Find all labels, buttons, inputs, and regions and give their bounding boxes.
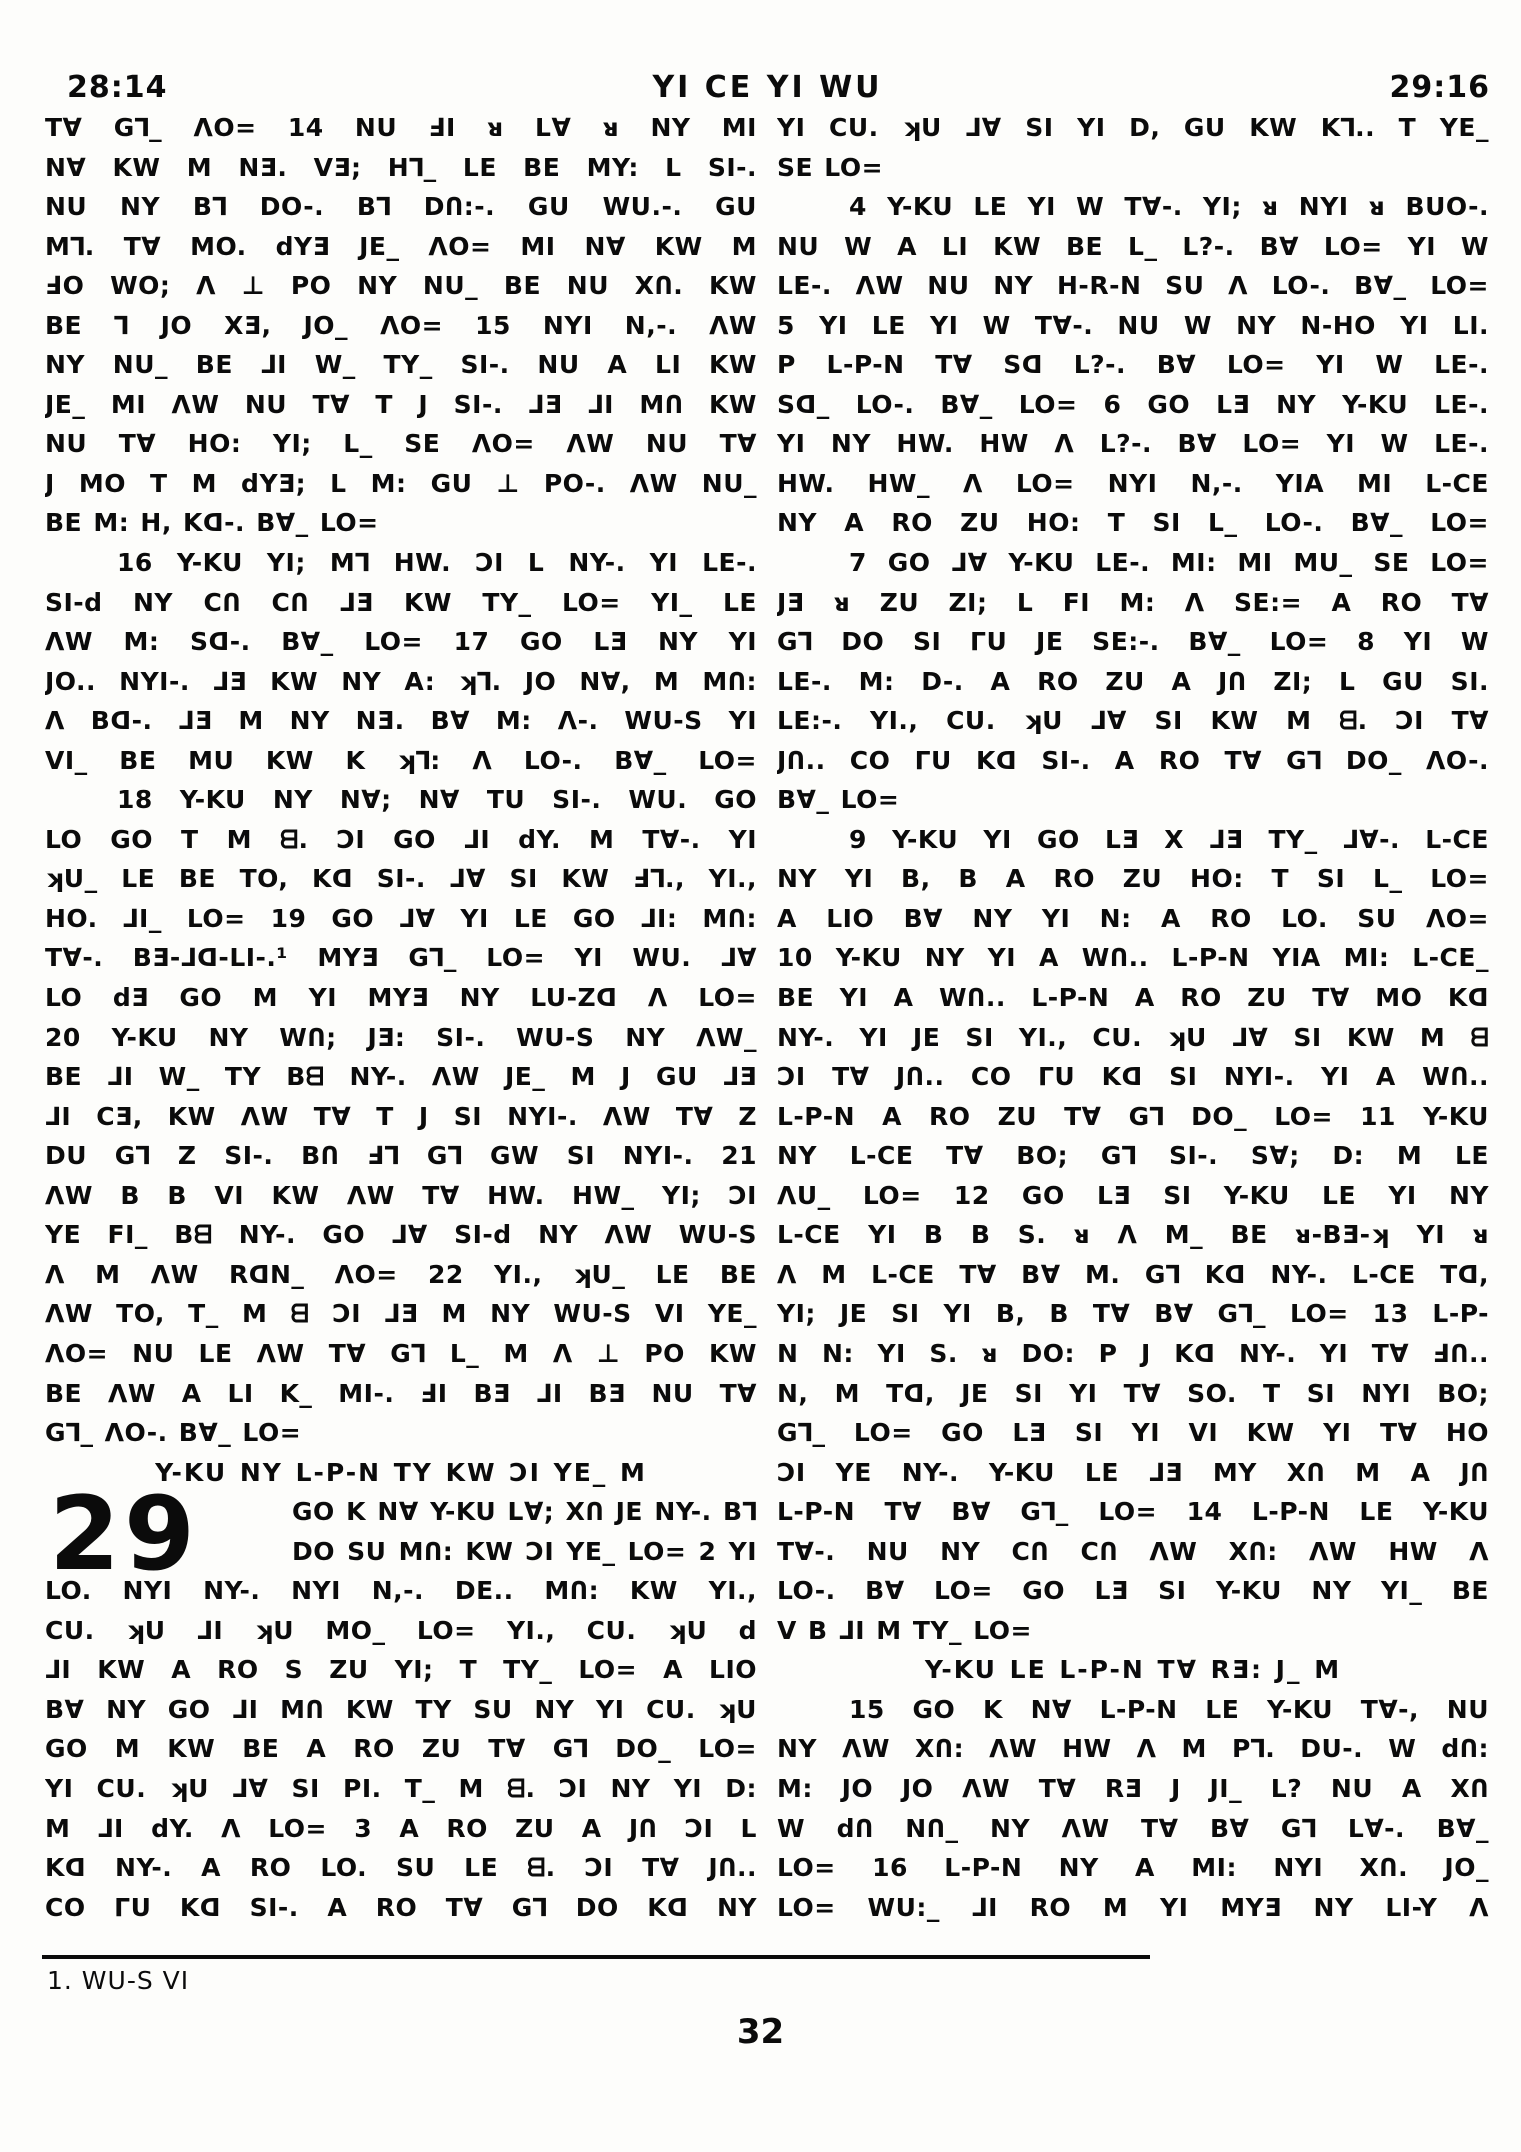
text-line: 4 Y-KU LE YI W T∀-. YI; ᴚ NYI ᴚ BUO-.	[849, 192, 1489, 222]
text-line: Λ M ΛW RᗡN_ ΛO= 22 YI., ʞU_ LE BE	[45, 1259, 757, 1289]
text-line: JE_ MI ΛW NU T∀ T J SI-. ⅃Ǝ ⅃I MՈ KW	[45, 389, 757, 419]
text-line: 18 Y-KU NY N∀; N∀ TU SI-. WU. GO	[117, 785, 757, 815]
text-line: W dՈ NՈ_ NY ΛW T∀ B∀ G⅂ L∀-. B∀_	[777, 1813, 1489, 1843]
text-line: ƆI T∀ JՈ.. CO ΓU Kᗡ SI NYI-. YI A WՈ..	[777, 1062, 1489, 1092]
text-line: BE YI A WՈ.. L-P-N A RO ZU T∀ MO Kᗡ	[777, 983, 1489, 1013]
text-line: YI; JE SI YI B, B T∀ B∀ G⅂_ LO= 13 L-P-	[777, 1299, 1489, 1329]
text-line: 7 GO ⅃∀ Y-KU LE-. MI: MI MU_ SE LO=	[849, 548, 1489, 578]
text-line: CU. ʞU ⅃I ʞU MO_ LO= YI., CU. ʞU d	[45, 1615, 757, 1645]
text-line: G⅂ DO SI ΓU JE SE:-. B∀_ LO= 8 YI W	[777, 627, 1489, 657]
text-line: ΛW B B VI KW ΛW T∀ HW. HW_ YI; ƆI	[45, 1180, 757, 1210]
text-line: Λ M L-CE T∀ B∀ M. G⅂ Kᗡ NY-. L-CE Tᗡ,	[777, 1259, 1489, 1289]
text-line: SI-d NY CՈ CՈ ⅃Ǝ KW TY_ LO= YI_ LE	[45, 587, 757, 617]
text-line: NY NU_ BE ⅃I W_ TY_ SI-. NU A LI KW	[45, 350, 757, 380]
text-line: ΛW TO, T_ M ᗺ ƆI ⅃Ǝ M NY WU-S VI YE_	[45, 1299, 757, 1329]
text-line: JO.. NYI-. ⅃Ǝ KW NY A: ʞ⅂. JO N∀, M MՈ:	[45, 666, 757, 696]
text-line: JƎ ᴚ ZU ZI; L FI M: Λ SE:= A RO T∀	[777, 587, 1489, 617]
header-reference-left: 28:14	[67, 70, 168, 105]
text-line: B∀_ LO=	[777, 785, 900, 815]
text-line: ʞU_ LE BE TO, Kᗡ SI-. ⅃∀ SI KW Ⅎ⅂., YI.,	[45, 864, 757, 894]
text-line: BE ⅂ JO XƎ, JO_ ΛO= 15 NYI N,-. ΛW	[45, 310, 757, 340]
text-line: HW. HW_ Λ LO= NYI N,-. YIA MI L-CE	[777, 468, 1489, 498]
text-line: HO. ⅃I_ LO= 19 GO ⅃∀ YI LE GO ⅃I: MՈ:	[45, 903, 757, 933]
text-line: T∀-. BƎ-⅃ᗡ-LI-.¹ MYƎ G⅂_ LO= YI WU. ⅃∀	[45, 943, 757, 973]
text-line: YI CU. ʞU ⅃∀ SI YI D, GU KW K⅂.. T YE_	[777, 113, 1489, 142]
text-line: ⅃I KW A RO S ZU YI; T TY_ LO= A LIO	[45, 1655, 757, 1685]
text-line: ΛW M: Sᗡ-. B∀_ LO= 17 GO LƎ NY YI	[45, 627, 757, 657]
text-line: Sᗡ_ LO-. B∀_ LO= 6 GO LƎ NY Y-KU LE-.	[777, 389, 1489, 419]
text-line: N, M Tᗡ, JE SI YI T∀ SO. T SI NYI BO;	[777, 1378, 1489, 1408]
text-line: 5 YI LE YI W T∀-. NU W NY N-HO YI LI.	[777, 310, 1489, 340]
text-line: LO. NYI NY-. NYI N,-. DE.. MՈ: KW YI.,	[45, 1576, 757, 1606]
text-line: L-CE YI B B S. ᴚ Λ M_ BE ᴚ-BƎ-ʞ YI ᴚ	[777, 1220, 1489, 1250]
text-line: VI_ BE MU KW K ʞ⅂: Λ LO-. B∀_ LO=	[45, 745, 757, 775]
text-line: NY ΛW XՈ: ΛW HW Λ M P⅂. DU-. W dՈ:	[777, 1734, 1489, 1764]
text-line: T∀-. NU NY CՈ CՈ ΛW XՈ: ΛW HW Λ	[777, 1536, 1489, 1566]
page-number: 32	[736, 2012, 785, 2052]
text-line: L-P-N T∀ B∀ G⅂_ LO= 14 L-P-N LE Y-KU	[777, 1497, 1489, 1527]
text-line: NY-. YI JE SI YI., CU. ʞU ⅃∀ SI KW M ᗺ	[777, 1022, 1489, 1052]
text-line: N∀ KW M NƎ. VƎ; H⅂_ LE BE MY: L SI-.	[45, 152, 757, 182]
text-line: BE ⅃I W_ TY Bᗺ NY-. ΛW JE_ M J GU ⅃Ǝ	[45, 1062, 757, 1092]
text-line: M: JO JO ΛW T∀ RƎ J JI_ L? NU A XՈ	[777, 1773, 1489, 1803]
text-line: YE FI_ Bᗺ NY-. GO ⅃∀ SI-d NY ΛW WU-S	[45, 1220, 757, 1250]
footnote-text: 1. WU-S VI	[47, 1966, 190, 1995]
text-line: LO-. B∀ LO= GO LƎ SI Y-KU NY YI_ BE	[777, 1576, 1489, 1606]
text-line: LE:-. YI., CU. ʞU ⅃∀ SI KW M ᗺ. ƆI T∀	[777, 706, 1489, 736]
page-title: YI CE YI WU	[652, 70, 883, 105]
text-line: ΛO= NU LE ΛW T∀ G⅂ L_ M Λ ⊥ PO KW	[45, 1338, 757, 1368]
text-line: ƆI YE NY-. Y-KU LE ⅃Ǝ MY XՈ M A JՈ	[777, 1457, 1489, 1487]
section-heading-line: Y-KU NY L-P-N TY KW ƆI YE_ M	[155, 1457, 647, 1487]
text-line: GO M KW BE A RO ZU T∀ G⅂ DO_ LO=	[45, 1734, 757, 1764]
text-line: CO ΓU Kᗡ SI-. A RO T∀ G⅂ DO Kᗡ NY	[45, 1892, 757, 1922]
text-line: 20 Y-KU NY WՈ; JƎ: SI-. WU-S NY ΛW_	[45, 1022, 757, 1052]
text-line: LE-. M: D-. A RO ZU A JՈ ZI; L GU SI.	[777, 666, 1489, 696]
text-line: DU G⅂ Z SI-. BՈ Ⅎ⅂ G⅂ GW SI NYI-. 21	[45, 1141, 757, 1171]
text-line: LO dƎ GO M YI MYƎ NY LU-Zᗡ Λ LO=	[45, 983, 757, 1013]
text-line: 16 Y-KU YI; M⅂ HW. ƆI L NY-. YI LE-.	[117, 548, 757, 578]
running-header	[45, 70, 1490, 110]
text-line: N N: YI S. ᴚ DO: P J Kᗡ NY-. YI T∀ ℲՈ..	[777, 1338, 1489, 1368]
text-line: DO SU MՈ: KW ƆI YE_ LO= 2 YI	[292, 1536, 757, 1566]
text-line: T∀ G⅂_ ΛO= 14 NU ℲI ᴚ L∀ ᴚ NY MI	[45, 113, 757, 142]
text-line: V B ⅃I M TY_ LO=	[777, 1615, 1032, 1645]
section-heading-line: Y-KU LE L-P-N T∀ RƎ: J_ M	[924, 1655, 1342, 1685]
text-line: P L-P-N T∀ Sᗡ L?-. B∀ LO= YI W LE-.	[777, 350, 1489, 380]
text-line: LO= 16 L-P-N NY A MI: NYI XՈ. JO_	[777, 1853, 1489, 1883]
text-line: ΛU_ LO= 12 GO LƎ SI Y-KU LE YI NY	[777, 1180, 1489, 1210]
text-line: G⅂_ LO= GO LƎ SI YI VI KW YI T∀ HO	[777, 1418, 1489, 1448]
text-line: NY YI B, B A RO ZU HO: T SI L_ LO=	[777, 864, 1489, 894]
text-line: NU W A LI KW BE L_ L?-. B∀ LO= YI W	[777, 231, 1489, 261]
text-line: ⅃I CƎ, KW ΛW T∀ T J SI NYI-. ΛW T∀ Z	[45, 1101, 757, 1131]
text-line: L-P-N A RO ZU T∀ G⅂ DO_ LO= 11 Y-KU	[777, 1101, 1489, 1131]
text-line: NU T∀ HO: YI; L_ SE ΛO= ΛW NU T∀	[45, 429, 757, 459]
text-line: YI CU. ʞU ⅃∀ SI PI. T_ M ᗺ. ƆI NY YI D:	[45, 1773, 757, 1803]
footnote-divider	[42, 1955, 1150, 1959]
text-line: NY A RO ZU HO: T SI L_ LO-. B∀_ LO=	[777, 508, 1489, 538]
header-reference-right: 29:16	[1389, 70, 1490, 105]
text-line: LE-. ΛW NU NY H-R-N SU Λ LO-. B∀_ LO=	[777, 271, 1489, 301]
text-line: LO= WU:_ ⅃I RO M YI MYƎ NY LI-Y Λ	[777, 1892, 1489, 1922]
text-line: Λ Bᗡ-. ⅃Ǝ M NY NƎ. B∀ M: Λ-. WU-S YI	[45, 706, 757, 736]
text-line: LO GO T M ᗺ. ƆI GO ⅃I dY. M T∀-. YI	[45, 824, 757, 854]
text-line: NU NY B⅂ DO-. B⅂ DՈ:-. GU WU.-. GU	[45, 192, 757, 222]
text-line: ℲO WO; Λ ⊥ PO NY NU_ BE NU XՈ. KW	[45, 271, 757, 301]
text-line: GO K N∀ Y-KU L∀; XՈ JE NY-. B⅂	[292, 1497, 757, 1527]
text-line: SE LO=	[777, 152, 884, 182]
text-line: B∀ NY GO ⅃I MՈ KW TY SU NY YI CU. ʞU	[45, 1694, 757, 1724]
text-line: J MO T M dYƎ; L M: GU ⊥ PO-. ΛW NU_	[45, 468, 757, 498]
text-line: 15 GO K N∀ L-P-N LE Y-KU T∀-, NU	[849, 1694, 1489, 1724]
text-line: BE M: H, Kᗡ-. B∀_ LO=	[45, 508, 379, 538]
text-line: 9 Y-KU YI GO LƎ X ⅃Ǝ TY_ ⅃∀-. L-CE	[849, 824, 1489, 854]
right-column	[777, 108, 1489, 1927]
text-line: M ⅃I dY. Λ LO= 3 A RO ZU A JՈ ƆI L	[45, 1813, 757, 1843]
text-line: A LIO B∀ NY YI N: A RO LO. SU ΛO=	[777, 903, 1489, 933]
text-line: 10 Y-KU NY YI A WՈ.. L-P-N YIA MI: L-CE_	[777, 943, 1489, 973]
text-line: M⅂. T∀ MO. dYƎ JE_ ΛO= MI N∀ KW M	[45, 231, 757, 261]
left-column	[45, 108, 757, 1927]
text-line: BE ΛW A LI K_ MI-. ℲI BƎ ⅃I BƎ NU T∀	[45, 1378, 757, 1408]
text-line: YI NY HW. HW Λ L?-. B∀ LO= YI W LE-.	[777, 429, 1489, 459]
text-line: Kᗡ NY-. A RO LO. SU LE ᗺ. ƆI T∀ JՈ..	[45, 1853, 757, 1883]
text-line: NY L-CE T∀ BO; G⅂ SI-. S∀; D: M LE	[777, 1141, 1489, 1171]
text-line: G⅂_ ΛO-. B∀_ LO=	[45, 1418, 302, 1448]
text-line: JՈ.. CO ΓU Kᗡ SI-. A RO T∀ G⅂ DO_ ΛO-.	[777, 745, 1489, 775]
chapter-number: 29	[49, 1475, 199, 1594]
